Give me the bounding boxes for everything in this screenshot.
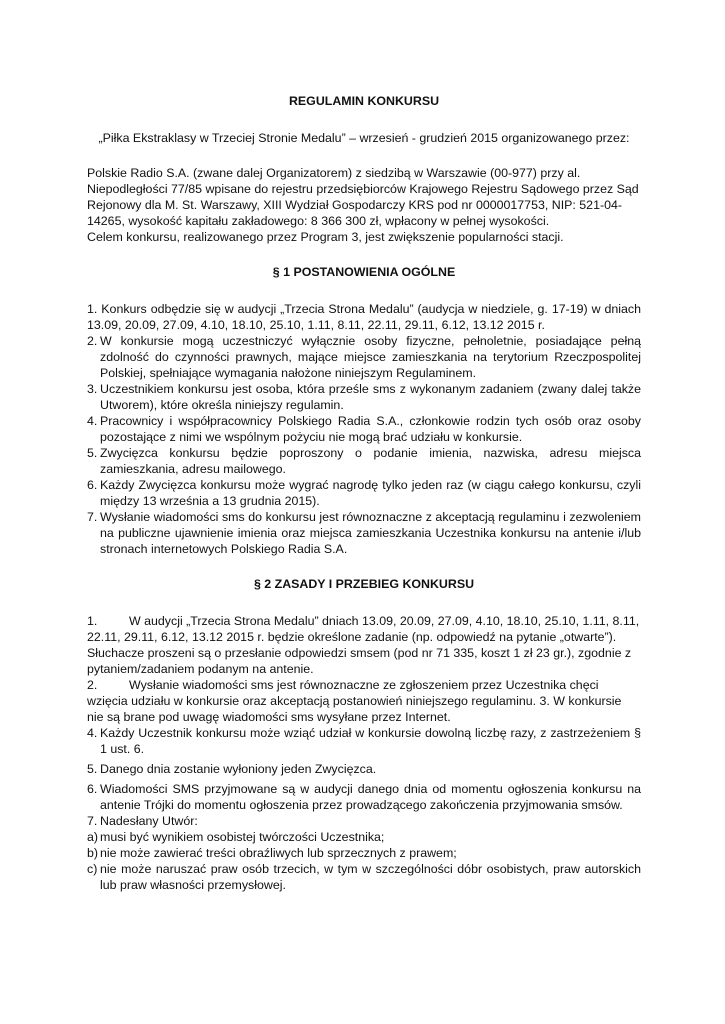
item-text: Wysłanie wiadomości sms jest równoznaczne ze zgłoszeniem przez Uczestnika chęci wzięcia udziału w konkursie oraz akceptacją postanowień niniejszego regulaminu. 3. W konkursie nie są brane pod uwagę wiadomości sms wysyłane przez Internet. [87, 678, 622, 724]
section-1-heading: § 1 POSTANOWIENIA OGÓLNE [272, 265, 456, 279]
section-1-list [87, 301, 641, 557]
list-item [87, 725, 641, 757]
list-item [87, 509, 641, 557]
list-item [87, 301, 641, 333]
item-text: musi być wynikiem osobistej twórczości Uczestnika; [100, 830, 385, 844]
list-item [87, 845, 641, 861]
item-text: Uczestnikiem konkursu jest osoba, która prześle sms z wykonanym zadaniem (zwany dalej także Utworem), które określa niniejszy regulamin. [100, 382, 641, 412]
item-text: Zwycięzca konkursu będzie poproszony o podanie imienia, nazwiska, adresu miejsca zamieszkania, adresu mailowego. [100, 446, 641, 476]
item-text: Każdy Zwycięzca konkursu może wygrać nagrodę tylko jeden raz (w ciągu całego konkursu, czyli między 13 września a 13 grudnia 2015). [100, 478, 641, 508]
item-text: Pracownicy i współpracownicy Polskiego Radia S.A., członkowie rodzin tych osób oraz osoby pozostające z nimi we wspólnym pożyciu nie mogą brać udziału w konkursie. [100, 414, 641, 444]
intro-block [87, 165, 641, 245]
item-number: 3. [87, 382, 98, 396]
item-number: a) [87, 830, 99, 844]
section-2-heading: § 2 ZASADY I PRZEBIEG KONKURSU [253, 577, 475, 591]
list-item [87, 813, 641, 829]
item-number: 4. [87, 414, 98, 428]
document-subtitle: „Piłka Ekstraklasy w Trzeciej Stronie Medalu” – wrzesień - grudzień 2015 organizowanego przez: [98, 131, 630, 145]
item-text: Wysłanie wiadomości sms do konkursu jest równoznaczne z akceptacją regulaminu i zezwoleniem na publiczne ujawnienie imienia oraz miejsca zamieszkania Uczestnika konkursu na antenie i/lub stronach internetowych Polskiego Radia S.A. [100, 510, 641, 556]
item-text: Wiadomości SMS przyjmowane są w audycji danego dnia od momentu ogłoszenia konkursu na antenie Trójki do momentu ogłoszenia przez prowadzącego zakończenia przyjmowania smsów. [100, 782, 641, 812]
document-title: REGULAMIN KONKURSU [288, 94, 440, 108]
list-item [87, 477, 641, 509]
item-number: 1. [87, 614, 98, 628]
item-text: Nadesłany Utwór: [100, 814, 198, 828]
list-item [87, 445, 641, 477]
purpose-paragraph: Celem konkursu, realizowanego przez Program 3, jest zwiększenie popularności stacji. [87, 230, 564, 244]
list-item [87, 761, 641, 777]
organizer-paragraph: Polskie Radio S.A. (zwane dalej Organizatorem) z siedzibą w Warszawie (00-977) przy al. Niepodległości 77/85 wpisane do rejestru przedsiębiorców Krajowego Rejestru Sądowego przez Sąd Rejonowy dla M. St. Warszawy, XIII Wydział Gospodarczy KRS pod nr 0000017753, NIP: 521-04-14265, wysokość kapitału zakładowego: 8 366 300 zł, wpłacony w pełnej wysokości. [87, 166, 639, 228]
item-text: Każdy Uczestnik konkursu może wziąć udział w konkursie dowolną liczbę razy, z zastrzeżeniem § 1 ust. 6. [100, 726, 641, 756]
list-item [87, 333, 641, 381]
item-text: W konkursie mogą uczestniczyć wyłącznie osoby fizyczne, pełnoletnie, posiadające pełną zdolność do czynności prawnych, mające miejsce zamieszkania na terytorium Rzeczpospolitej Polskiej, spełniające wymagania nałożone niniejszym Regulaminem. [100, 334, 641, 380]
item-number: 5. [87, 762, 98, 776]
item-number: 6. [87, 782, 98, 796]
item-text: nie może naruszać praw osób trzecich, w tym w szczególności dóbr osobistych, praw autorskich lub praw własności przemysłowej. [100, 862, 641, 892]
list-item [87, 781, 641, 813]
item-number: b) [87, 846, 99, 860]
item-number: 6. [87, 478, 98, 492]
item-text: Danego dnia zostanie wyłoniony jeden Zwycięzca. [100, 762, 377, 776]
item-number: 5. [87, 446, 98, 460]
item-number: 1. [87, 302, 98, 316]
item-number: 7. [87, 510, 98, 524]
list-item [87, 829, 641, 845]
document-content [87, 93, 641, 893]
list-item [87, 861, 641, 893]
list-item [87, 413, 641, 445]
item-text: W audycji „Trzecia Strona Medalu” dniach 13.09, 20.09, 27.09, 4.10, 18.10, 25.10, 1.11, 8.11, 22.11, 29.11, 6.12, 13.12 2015 r. będzie określone zadanie (np. odpowiedź na pytanie „otwarte”). Słuchacze proszeni są o przesłanie odpowiedzi smsem (pod nr 71 335, koszt 1 zł 23 gr.), zgodnie z pytaniem/zadaniem podanym na antenie. [87, 614, 640, 676]
item-number: 7. [87, 814, 98, 828]
item-number: 2. [87, 678, 98, 692]
item-number: c) [87, 862, 98, 876]
section-2-list [87, 613, 641, 893]
item-text: Konkurs odbędzie się w audycji „Trzecia Strona Medalu” (audycja w niedziele, g. 17-19) w dniach 13.09, 20.09, 27.09, 4.10, 18.10, 25.10, 1.11, 8.11, 22.11, 29.11, 6.12, 13.12 2015 r. [87, 302, 641, 332]
item-text: nie może zawierać treści obraźliwych lub sprzecznych z prawem; [100, 846, 457, 860]
item-number: 4. [87, 726, 98, 740]
section-2-paragraph-1 [87, 613, 641, 677]
item-number: 2. [87, 334, 98, 348]
list-item [87, 381, 641, 413]
section-2-paragraph-2 [87, 677, 641, 725]
